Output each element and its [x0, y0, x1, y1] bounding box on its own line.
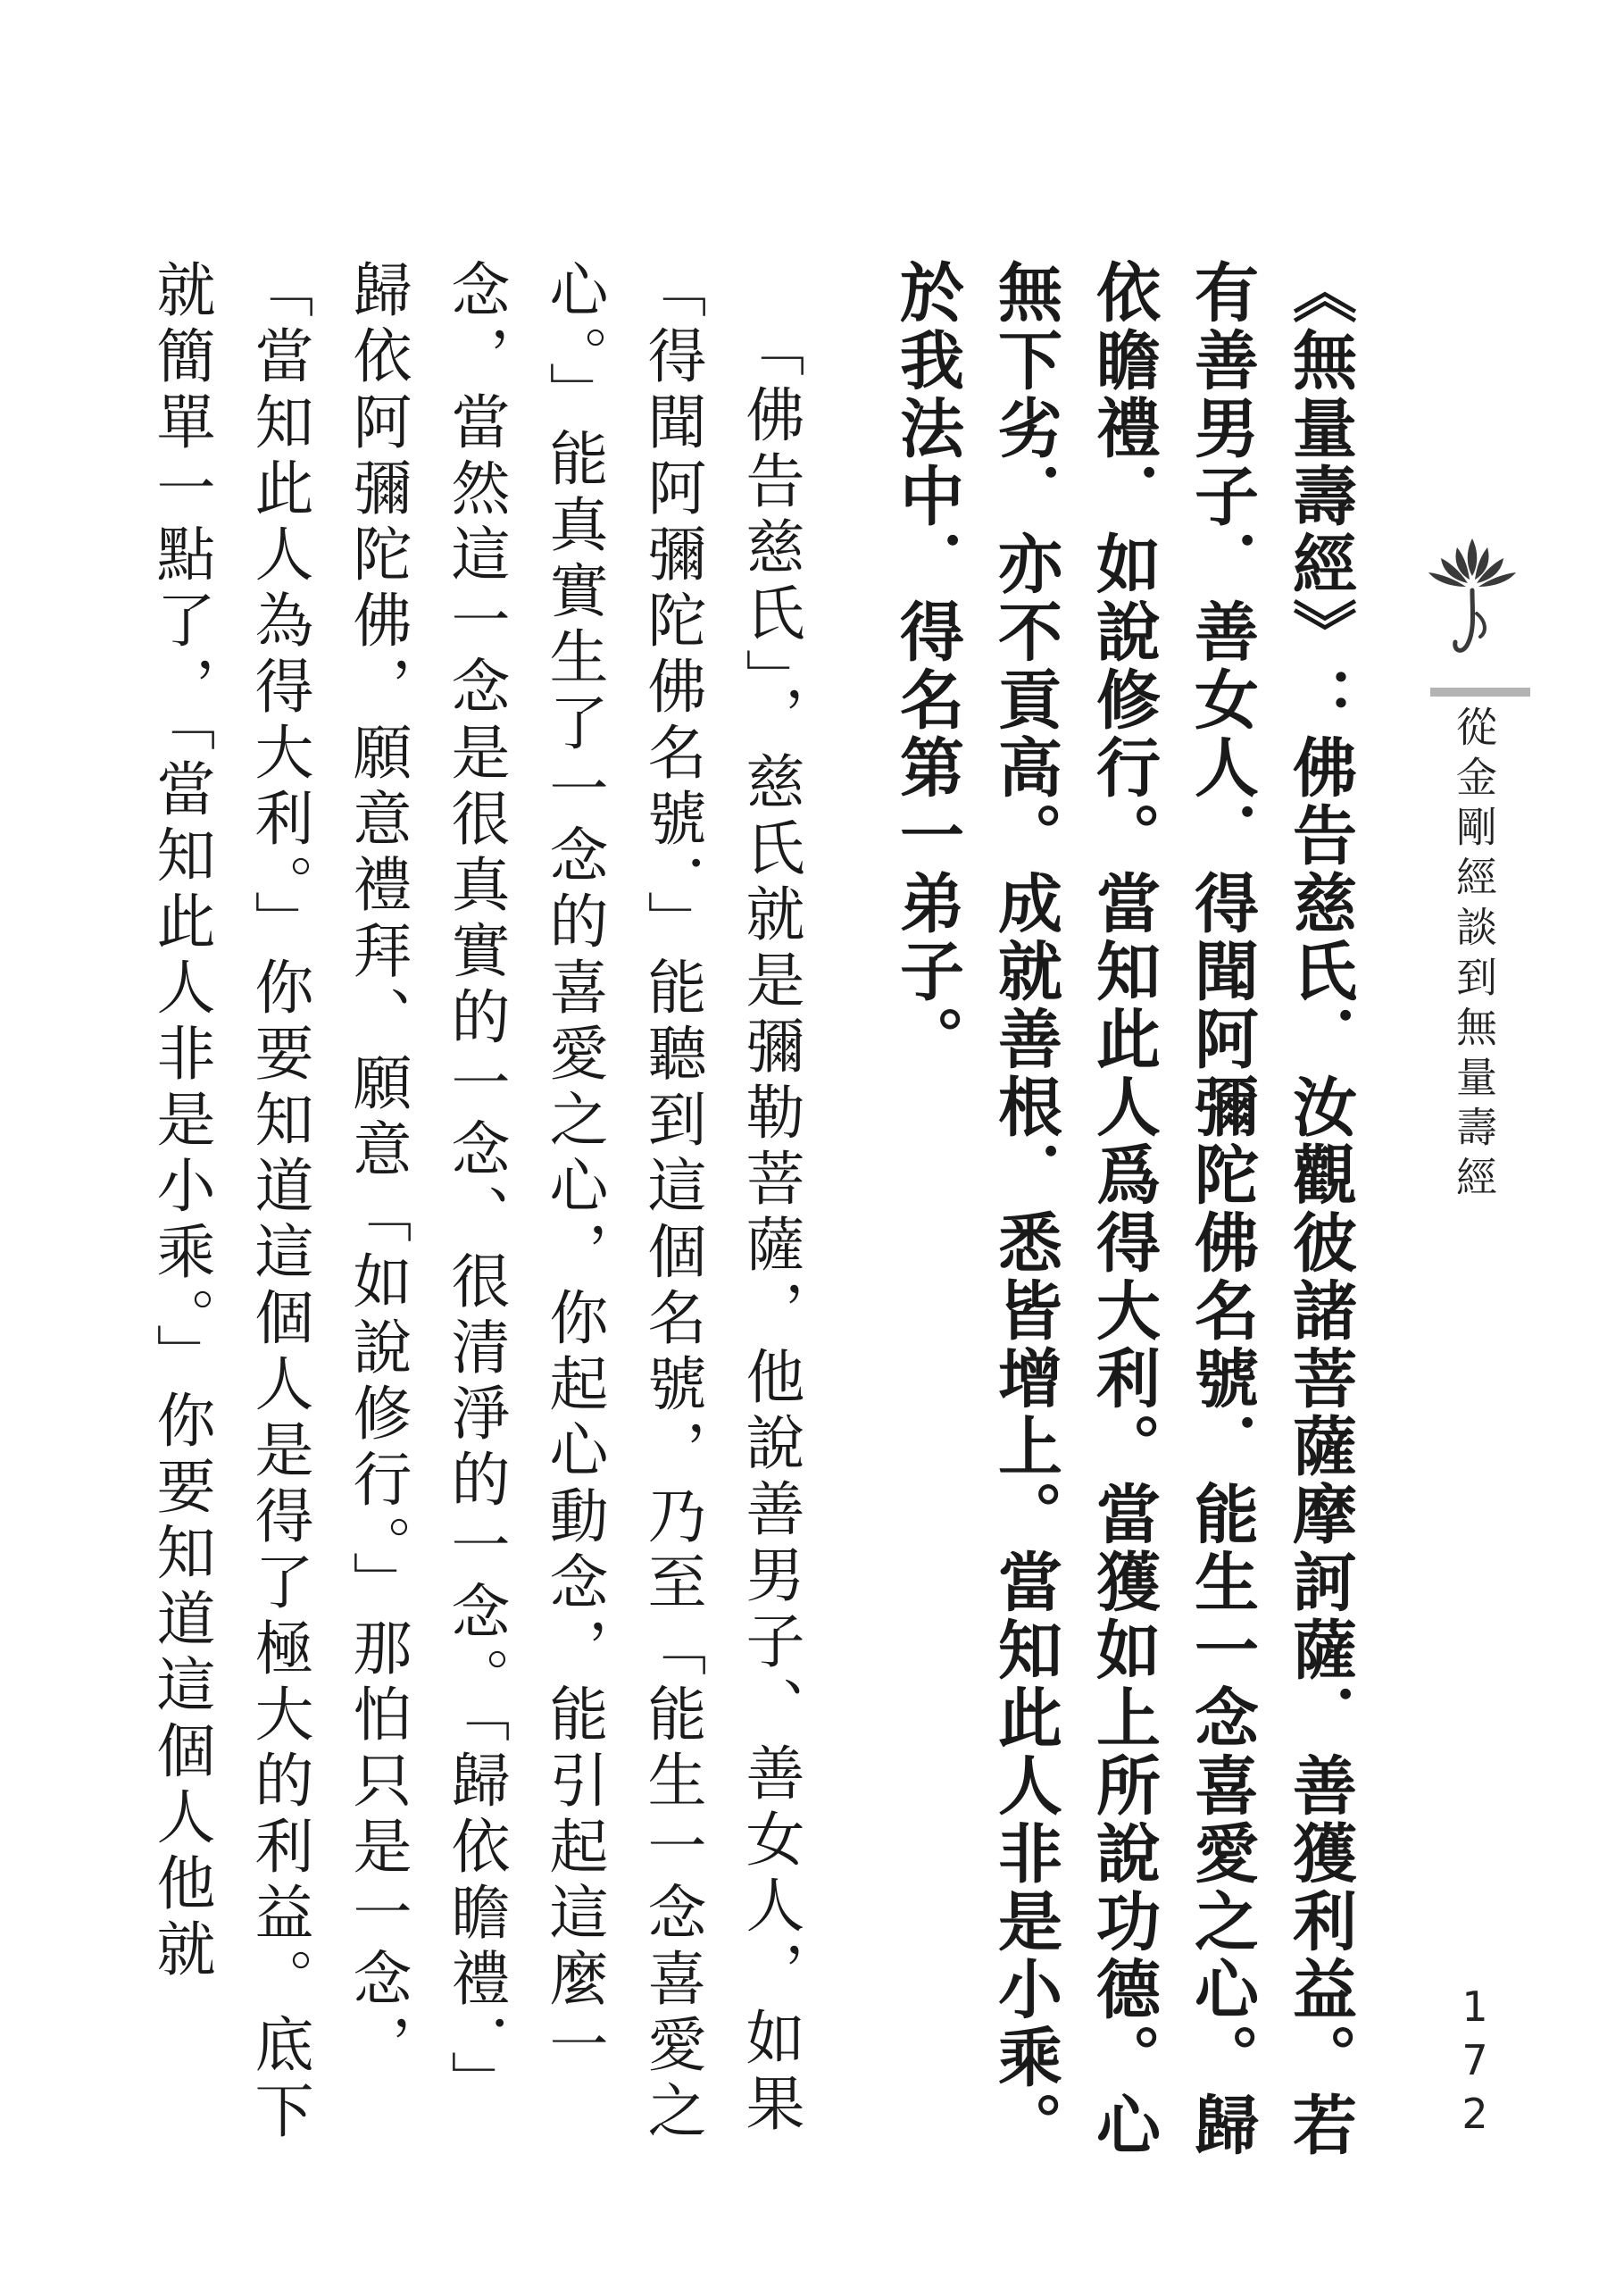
running-head: 從金剛經談到無量壽經: [1450, 705, 1498, 1206]
body-text: [146, 259, 1433, 2179]
header-rule: [1430, 688, 1530, 697]
page-number: 172: [1451, 1983, 1499, 2143]
lotus-icon: [1423, 531, 1521, 674]
commentary-paragraph: 「佛告慈氏」，慈氏就是彌勒菩薩，他說善男子、善女人，如果「得聞阿彌陀佛名號．」能聽到這個名號，乃至「能生一念喜愛之心。」能真實生了一念的喜愛之心，你起心動念，能引起這麼一念，當然這一念是很真實的一念、很清淨的一念。「歸依瞻禮．」歸依阿彌陀佛，願意禮拜、願意「如說修行。」那怕只是一念，「當知此人為得大利。」你要知道這個人是得了極大的利益。底下就簡單一點了，「當知此人非是小乘。」你要知道這個人他就: [146, 259, 804, 2146]
sutra-quote: 《無量壽經》：佛告慈氏．汝觀彼諸菩薩摩訶薩．善獲利益。若有善男子．善女人．得聞阿彌陀佛名號．能生一念喜愛之心。歸依瞻禮．如說修行。當知此人爲得大利。當獲如上所說功德。心無下劣．亦不貢高。成就善根．悉皆增上。當知此人非是小乘。於我法中．得名第一弟子。: [889, 259, 1357, 2159]
